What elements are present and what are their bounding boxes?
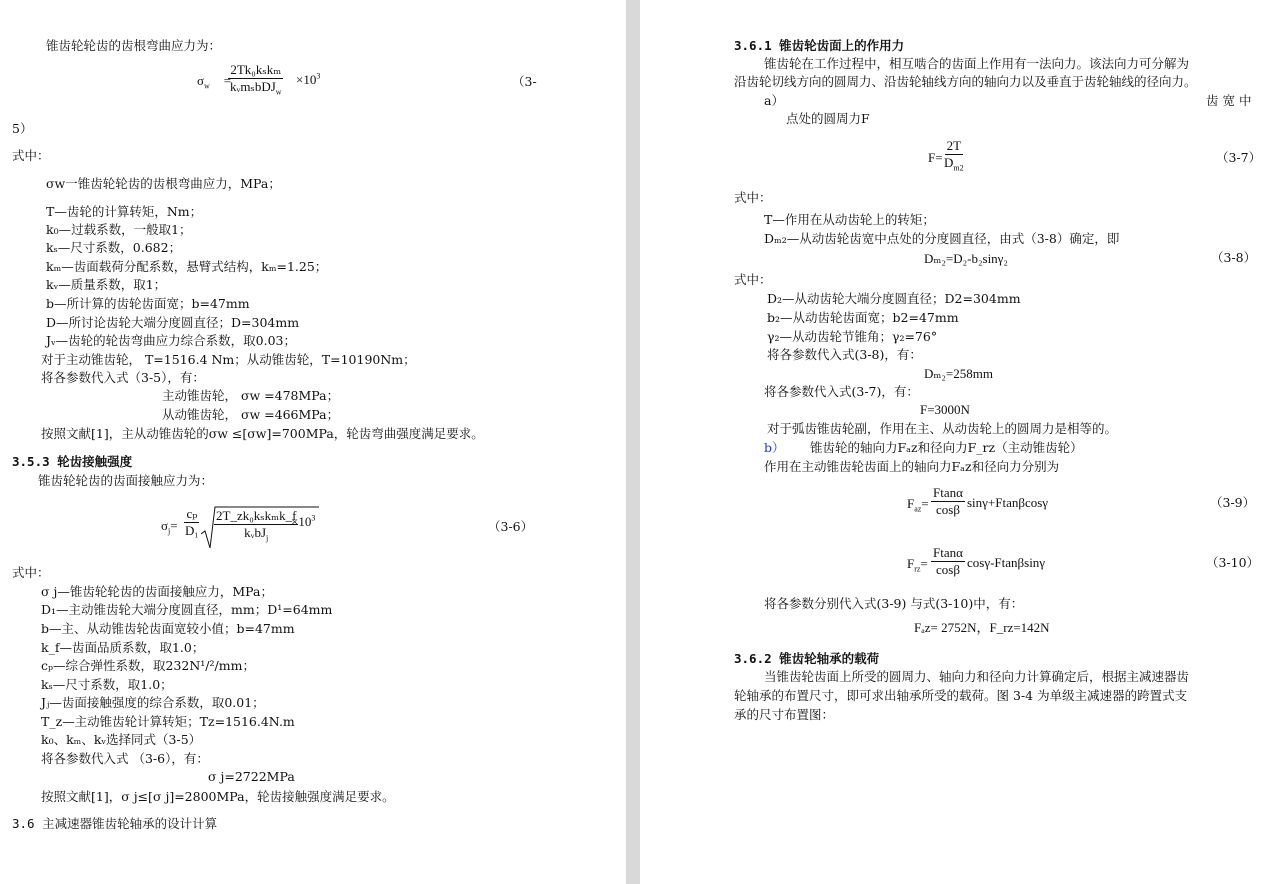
document-page-right [640,0,1272,884]
document-page-left: 锥齿轮轮齿的齿根弯曲应力为： $\sigma_w$ = 2Tk₀kₛkₘ kᵥmₛbDJ$_w$ $\times 10^3$ （3- 5） 式中： σw一锥齿轮轮齿的齿根弯曲应力，MPa； T—齿轮的计算转矩，Nm； k₀—过载系数，一般取1； kₛ—尺寸系数，0.682； kₘ—齿面载荷分配系数，悬臂式结构，kₘ=1.25； kᵥ—质量系数，取1； b—所计算的齿轮齿面宽；b=47mm D—所讨论齿轮大端分度圆直径；D=304mm Jᵥ—齿轮的轮齿弯曲应力综合系数，取0.03； 对于主动锥齿轮， T=1516.4 Nm；从动锥齿轮，T=10190Nm； 将各参数代入式（3-5），有： 主动锥齿轮， σw =478MPa； 从动锥齿轮， σw =466MPa； 按照文献[1]，主从动锥齿轮的σw ≤[σw]=700MPa，轮齿弯曲强度满足要求。 3.5.3 轮齿接触强度 锥齿轮轮齿的齿面接触应力为： $\sigma_j=$ $\frac{\text{cₚ}}{\text{D₁}}$ 2T_zk₀kₛkₘk_f kᵥbJ$_j$ $\times 10^3$ （3-6） 式中： σ j—锥齿轮轮齿的齿面接触应力，MPa； D₁—主动锥齿轮大端分度圆直径，mm；D¹=64mm b—主、从动锥齿轮齿面宽较小值；b=47mm k_f—齿面品质系数，取1.0； cₚ—综合弹性系数，取232N¹/²/mm； kₛ—尺寸系数，取1.0； Jⱼ—齿面接触强度的综合系数，取0.01； T_z—主动锥齿轮计算转矩；Tz=1516.4N.m k₀、kₘ、kᵥ选择同式（3-5） 将各参数代入式 （3-6），有： σ j=2722MPa 按照文献[1]，σ j≤[σ j]=2800MPa，轮齿接触强度满足要求。 3.6 主减速器锥齿轮轴承的设计计算 [0,0,626,884]
eq310-equals: = [920,556,928,571]
contact-conclusion: 按照文献[1]，σ j≤[σ j]=2800MPa，轮齿接触强度满足要求。 [41,789,395,804]
eq36-coef-fraction [183,506,201,539]
def-jw: Jᵥ—齿轮的轮齿弯曲应力综合系数，取0.03； [46,333,297,348]
eq35-multiplier: ×10 [296,72,317,87]
def-t: T—齿轮的计算转矩，Nm； [46,204,203,219]
item-a-label: a） [764,93,784,108]
item-a-right-text: 齿 宽 中 [1206,93,1252,108]
eq35-exponent: 3 [316,71,321,81]
result-contact: σ j=2722MPa [208,769,295,784]
def-dm2: Dₘ₂—从动齿轮齿宽中点处的分度圆直径，由式（3-8）确定，即 [764,231,1120,246]
eq310-lhs-sub: rz [914,564,921,574]
where-label-r1: 式中： [734,190,772,205]
eq36-cp: cₚ [186,506,198,521]
eq39-rest: sinγ+Ftanβcosγ [967,495,1049,510]
eq39-denominator: cosβ [935,502,960,517]
eq35-fraction [228,62,284,95]
forces-paragraph-line1: 锥齿轮在工作过程中，相互啮合的齿面上作用有一法向力。该法向力可分解为 [764,56,1190,71]
eq310-rest: cosγ-Ftanβsinγ [967,555,1046,570]
eq35-number: （3- [512,74,537,89]
eq37-lhs: F= [928,150,943,165]
def-d: D—所讨论齿轮大端分度圆直径；D=304mm [46,315,300,330]
section-3-6-2-heading: 3.6.2 锥齿轮轴承的载荷 [734,651,880,666]
def-tz: T_z—主动锥齿轮计算转矩；Tz=1516.4N.m [41,714,295,729]
eq310-number: （3-10） [1206,555,1260,570]
section-3-6-1-heading: 3.6.1 锥齿轮齿面上的作用力 [734,38,905,53]
def-kf: k_f—齿面品质系数，取1.0； [41,640,205,655]
where-label-1: 式中： [12,148,50,163]
def-gamma2: γ₂—从动齿轮节锥角；γ₂=76° [767,329,938,344]
def-jj: Jⱼ—齿面接触强度的综合系数，取0.01； [41,695,265,710]
def-km: kₘ—齿面载荷分配系数，悬臂式结构，kₘ=1.25； [46,259,328,274]
eq37-fraction [942,138,966,171]
eq39-lhs-sub: az [914,504,922,514]
def-kv: kᵥ—质量系数，取1； [46,277,167,292]
item-b-label: b） [764,440,785,455]
item-a-text: 点处的圆周力F [786,111,870,126]
forces-paragraph-line2: 沿齿轮切线方向的圆周力、沿齿轮轴线方向的轴向力以及垂直于齿轮轴线的径向力。 [734,74,1197,89]
item-b-text: 锥齿轮的轴向力Fₐz和径向力F_rz（主动锥齿轮） [810,440,1083,455]
where-label-r2: 式中： [734,272,772,287]
where-label-2: 式中： [12,565,50,580]
substitute-3-8: 将各参数代入式(3-8)，有： [767,347,922,362]
substitute-3-6: 将各参数代入式 （3-6），有： [41,751,209,766]
def-cp: cₚ—综合弹性系数，取232N¹/²/mm； [41,658,255,673]
result-driven-bending: 从动锥齿轮， σw =466MPa； [162,407,340,422]
eq37-denominator: D [944,155,954,170]
section-3-5-3-heading: 3.5.3 轮齿接触强度 [12,454,133,469]
substitute-3-7: 将各参数代入式(3-7)，有： [764,384,919,399]
torque-values: 对于主动锥齿轮， T=1516.4 Nm；从动锥齿轮，T=10190Nm； [41,352,416,367]
result-driving-bending: 主动锥齿轮， σw =478MPa； [162,388,340,403]
def-k0: k₀—过载系数，一般取1； [46,222,192,237]
eq310-fraction [931,545,965,578]
result-faz-frz: Fₐz= 2752N，F_rz=142N [914,620,1050,635]
eq36-lhs: σ [161,518,169,533]
eq38-number: （3-8） [1211,250,1257,265]
eq36-numerator: 2T_zk₀kₛkₘk_f [216,508,297,523]
eq39-lhs: F [907,496,915,511]
def-b2: b—主、从动锥齿轮齿面宽较小值；b=47mm [41,621,295,636]
def-k-same: k₀、kₘ、kᵥ选择同式（3-5） [41,732,202,747]
eq310-lhs: F [907,556,915,571]
bending-conclusion: 按照文献[1]，主从动锥齿轮的σw ≤[σw]=700MPa，轮齿弯曲强度满足要求。 [41,426,484,441]
eq39-numerator: Ftanα [933,485,963,500]
eq35-number-cont: 5） [12,121,33,136]
eq35-denominator: kᵥmₛbDJ [230,79,276,94]
bearing-paragraph-line2: 轮轴承的布置尺寸，即可求出轴承所受的载荷。图 3-4 为单级主减速器的跨置式支 [734,688,1188,703]
eq36-exponent: 3 [311,513,316,523]
eq36-sqrt-fraction [214,508,298,541]
eq36-d1: D₁ [185,523,199,538]
def-d2: D₂—从动齿轮大端分度圆直径；D2=304mm [767,291,1021,306]
result-dm2: Dₘ₂=258mm [924,366,993,381]
def-sigma-w: σw一锥齿轮轮齿的齿根弯曲应力，MPa； [46,176,281,191]
eq37-number: （3-7） [1216,150,1262,165]
eq310-denominator: cosβ [935,562,960,577]
bearing-paragraph-line3: 承的尺寸布置图： [734,707,835,722]
section-3-6-heading: 3.6 主减速器锥齿轮轴承的设计计算 [12,816,218,831]
bearing-paragraph-line1: 当锥齿轮齿面上所受的圆周力、轴向力和径向力计算确定后，根据主减速器齿 [764,669,1190,684]
eq36-number: （3-6） [488,519,534,534]
def-ks2: kₛ—尺寸系数，取1.0； [41,677,173,692]
def-t-driven: T—作用在从动齿轮上的转矩； [764,212,935,227]
def-ks: kₛ—尺寸系数，0.682； [46,240,182,255]
substitute-3-5: 将各参数代入式（3-5），有： [41,370,205,385]
eq310-numerator: Ftanα [933,545,963,560]
def-sigma-j: σ j—锥齿轮轮齿的齿面接触应力，MPa； [41,584,273,599]
result-f: F=3000N [920,402,970,417]
def-b2-driven: b₂—从动齿轮齿面宽；b2=47mm [767,310,959,325]
equal-force-note: 对于弧齿锥齿轮副，作用在主、从动齿轮上的圆周力是相等的。 [767,421,1118,436]
eq36-denominator: kᵥbJ [244,525,267,540]
eq39-fraction [931,485,965,518]
substitute-3-9-3-10: 将各参数分别代入式(3-9) 与式(3-10)中，有： [764,596,1024,611]
eq35-numerator: 2Tk₀kₛkₘ [230,62,282,77]
eq36-equals: = [170,518,178,533]
eq36-lhs-sub: j [168,526,171,536]
bending-stress-intro: 锥齿轮轮齿的齿根弯曲应力为： [46,38,222,53]
eq37-den-sub: m2 [953,163,964,173]
eq35-lhs: σ [197,73,205,88]
eq39-number: （3-9） [1210,495,1256,510]
eq36-multiplier: ×10 [291,514,312,529]
eq38: Dₘ₂=D₂-b₂sinγ₂ [924,251,1008,266]
eq37-numerator: 2T [946,138,962,153]
eq39-equals: = [921,496,929,511]
eq35-lhs-sub: w [204,81,210,91]
contact-stress-intro: 锥齿轮轮齿的齿面接触应力为： [38,473,214,488]
def-b: b—所计算的齿轮齿面宽；b=47mm [46,296,250,311]
def-d1: D₁—主动锥齿轮大端分度圆直径，mm；D¹=64mm [41,602,333,617]
eq35-den-sub: w [275,87,282,97]
item-b-text2: 作用在主动锥齿轮齿面上的轴向力Fₐz和径向力分别为 [764,459,1060,474]
eq36-den-sub: j [266,533,269,543]
